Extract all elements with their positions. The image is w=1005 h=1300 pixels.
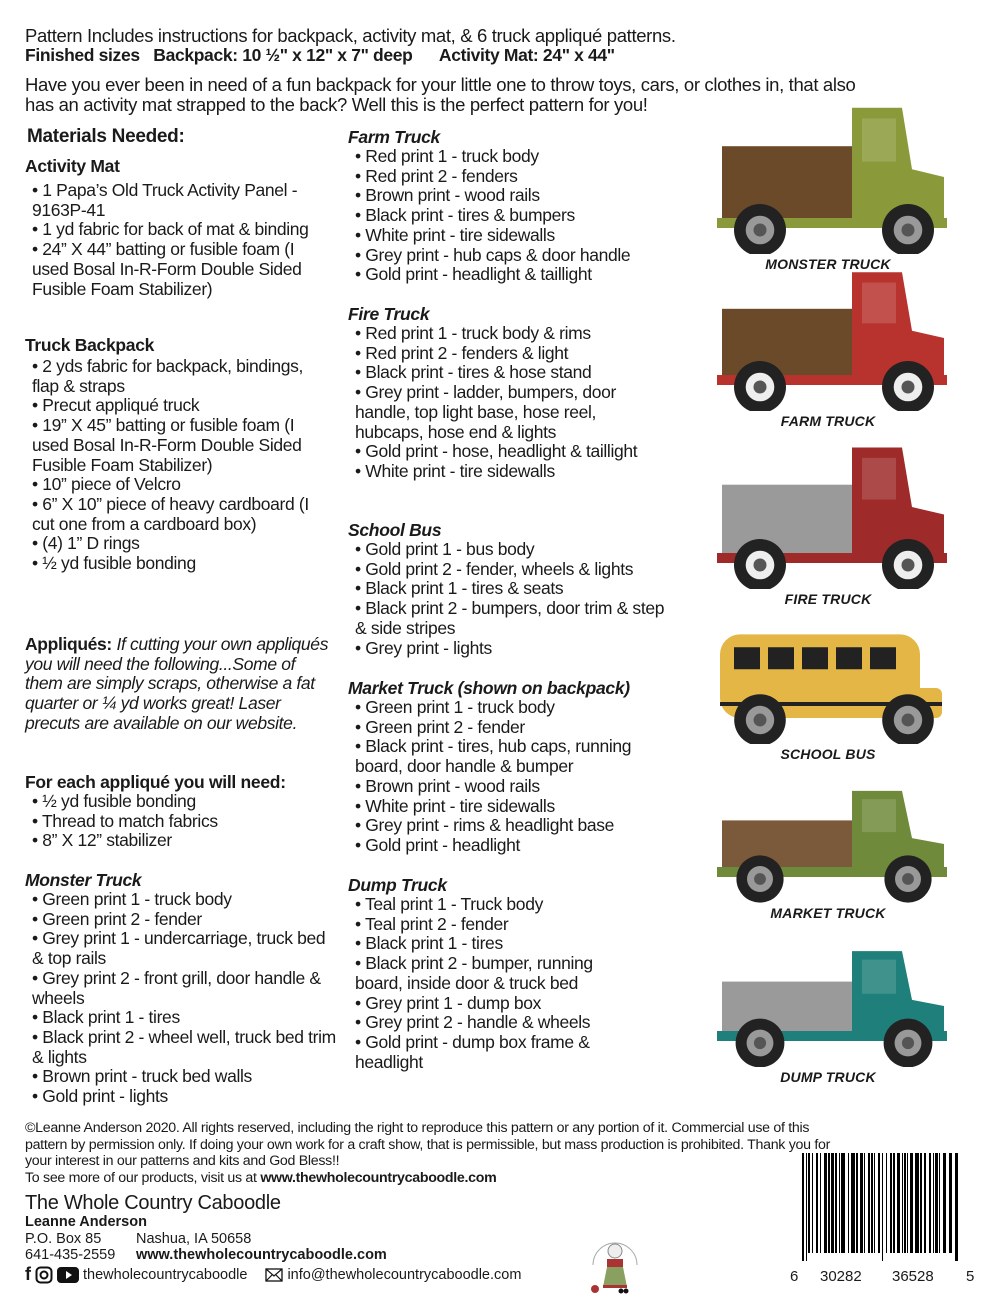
website-link[interactable]: www.thewholecountrycaboodle.com: [136, 1247, 387, 1263]
list-item: • Gold print - hose, headlight & taillight: [355, 441, 638, 462]
barcode-digit: 6: [790, 1268, 799, 1285]
list-item: • Green print 2 - fender: [32, 908, 202, 929]
section-title: Farm Truck: [348, 127, 440, 147]
list-item: • Black print 1 - tires: [32, 1007, 180, 1028]
list-item: • Grey print 2 - front grill, door handle & wheels: [32, 967, 321, 1008]
email-link[interactable]: info@thewholecountrycaboodle.com: [287, 1266, 522, 1283]
intro-line-2: has an activity mat strapped to the back? Well this is the perfect pattern for you!: [25, 94, 648, 115]
caboodle-logo: [585, 1225, 645, 1295]
list-item: • Gold print - headlight: [355, 834, 521, 855]
section-title: For each appliqué you will need:: [25, 772, 286, 792]
email-icon: [265, 1268, 283, 1282]
list-item: • Brown print - wood rails: [355, 775, 540, 796]
section-title: Truck Backpack: [25, 335, 155, 355]
city: Nashua, IA 50658: [136, 1231, 252, 1247]
list-item: • Grey print 1 - undercarriage, truck bed & top rails: [32, 928, 326, 969]
list-item: • Teal print 1 - Truck body: [355, 894, 543, 914]
materials-title: Materials Needed:: [27, 126, 185, 147]
list-item: • Thread to match fabrics: [32, 810, 218, 831]
fire-truck-section: [348, 304, 668, 482]
intro-line-1: Have you ever been in need of a fun backpack for your little one to throw toys, cars, or clothes in, that also: [25, 74, 856, 95]
list-item: • 10” piece of Velcro: [32, 474, 181, 495]
list-item: • Green print 2 - fender: [355, 716, 525, 737]
list-item: • Black print 1 - tires: [355, 933, 503, 954]
truck-label: FARM TRUCK: [780, 413, 876, 429]
barcode-digit: 5: [966, 1268, 975, 1285]
visit-link[interactable]: www.thewholecountrycaboodle.com: [260, 1169, 497, 1186]
section-title: Monster Truck: [25, 870, 142, 890]
list-item: • Grey print - lights: [355, 637, 492, 658]
list-item: • Black print 1 - tires & seats: [355, 578, 564, 599]
list-item: • Black print - tires & bumpers: [355, 205, 575, 226]
bullet-list: [25, 181, 325, 299]
bullet-list: [348, 147, 688, 285]
list-item: • White print - tire sidewalls: [355, 224, 555, 245]
company-name: The Whole Country Caboodle: [25, 1192, 281, 1214]
backpack-size: Backpack: 10 ½" x 12" x 7" deep: [153, 45, 413, 65]
bullet-list: [348, 324, 648, 482]
copyright-line: pattern by permission only. If doing your own work for a craft show, that is permissible, but mass production is prohibited. Thank you for: [25, 1136, 831, 1153]
list-item: • White print - tire sidewalls: [355, 460, 555, 481]
section-title: Appliqués:: [25, 634, 112, 654]
bullet-list: [348, 698, 670, 856]
list-item: • Red print 1 - truck body & rims: [355, 323, 591, 343]
market-truck-section: [348, 678, 678, 856]
farm-truck-section: [348, 127, 688, 285]
list-item: • Brown print - truck bed walls: [32, 1066, 252, 1087]
list-item: • 6” X 10” piece of heavy cardboard (I cut one from a cardboard box): [32, 493, 309, 534]
bullet-list: [25, 357, 325, 574]
list-item: • Gold print - lights: [32, 1086, 168, 1107]
phone: 641-435-2559: [25, 1247, 116, 1263]
list-item: • 19” X 45” batting or fusible foam (I used Bosal In-R-Form Double Sided Fusible Foam Stabilizer): [32, 415, 302, 475]
sizes-label: Finished sizes: [25, 45, 140, 65]
list-item: • Grey print 2 - handle & wheels: [355, 1012, 591, 1033]
barcode: [802, 1153, 962, 1261]
list-item: • Grey print - hub caps & door handle: [355, 244, 631, 265]
list-item: • 2 yds fabric for backpack, bindings, flap & straps: [32, 356, 304, 396]
mat-size: Activity Mat: 24" x 44": [438, 45, 615, 65]
list-item: • Grey print 1 - dump box: [355, 992, 542, 1013]
truck-illustration: [712, 945, 952, 1067]
section-title: School Bus: [348, 520, 442, 540]
school-bus-section: [348, 520, 678, 658]
each-applique-section: [25, 772, 345, 851]
bullet-list: [25, 792, 345, 851]
truck-illustration: [712, 615, 952, 744]
appliques-section: [25, 635, 335, 734]
list-item: • Grey print - ladder, bumpers, door handle, top light base, hose reel, hubcaps, hose end & lights: [355, 382, 617, 442]
section-title: Dump Truck: [348, 875, 447, 895]
bullet-list: [348, 540, 670, 658]
list-item: • 8” X 12” stabilizer: [32, 830, 172, 851]
visit-text: To see more of our products, visit us at: [25, 1169, 261, 1186]
instagram-icon[interactable]: [35, 1266, 53, 1284]
facebook-icon[interactable]: f: [25, 1264, 31, 1284]
dump-truck-section: [348, 875, 648, 1072]
truck-illustration: [712, 440, 952, 589]
copyright-line: ©Leanne Anderson 2020. All rights reserved, including the right to reproduce this pattern or any portion of it. Commercial use of this: [25, 1120, 810, 1136]
truck-label: MONSTER TRUCK: [765, 256, 891, 272]
list-item: • Black print - tires, hub caps, running board, door handle & bumper: [355, 736, 632, 777]
social-handle[interactable]: thewholecountrycaboodle: [83, 1266, 248, 1283]
list-item: • Precut appliqué truck: [32, 395, 200, 416]
copyright-line: your interest in our patterns and kits and God Bless!!: [25, 1153, 340, 1169]
bullet-list: [348, 895, 638, 1072]
backpack-section: [25, 335, 335, 574]
truck-label: FIRE TRUCK: [784, 591, 872, 607]
list-item: • Red print 1 - truck body: [355, 146, 539, 166]
list-item: • Black print 2 - bumpers, door trim & step & side stripes: [355, 598, 665, 638]
truck-illustration: [712, 265, 952, 411]
list-item: • Teal print 2 - fender: [355, 913, 509, 934]
list-item: • Gold print 2 - fender, wheels & lights: [355, 558, 634, 579]
pattern-includes: Pattern Includes instructions for backpack, activity mat, & 6 truck appliqué patterns.: [25, 25, 676, 46]
truck-label: DUMP TRUCK: [780, 1069, 876, 1085]
truck-illustration: [712, 100, 952, 254]
list-item: • White print - tire sidewalls: [355, 795, 555, 816]
section-title: Fire Truck: [348, 304, 430, 324]
bullet-list: [25, 890, 341, 1107]
section-title: Market Truck (shown on backpack): [348, 678, 630, 698]
copyright: [25, 1120, 830, 1186]
list-item: • Black print 2 - wheel well, truck bed trim & lights: [32, 1026, 336, 1067]
list-item: • Black print 2 - bumper, running board, inside door & truck bed: [355, 953, 593, 993]
barcode-digits: 36528: [892, 1268, 934, 1285]
list-item: • Green print 1 - truck body: [32, 889, 232, 909]
list-item: • (4) 1” D rings: [32, 533, 140, 554]
list-item: • 1 yd fabric for back of mat & binding: [32, 219, 309, 240]
youtube-icon[interactable]: [57, 1266, 79, 1284]
owner-name: Leanne Anderson: [25, 1214, 147, 1230]
truck-label: SCHOOL BUS: [780, 746, 876, 762]
list-item: • 1 Papa’s Old Truck Activity Panel - 9163P-41: [32, 180, 298, 220]
truck-illustration: [712, 785, 952, 903]
list-item: • Brown print - wood rails: [355, 185, 540, 206]
appliques-text: If cutting your own appliqués you will need the following...Some of them are simply scraps, otherwise a fat quarter or ¼ yd works great! Laser precuts are available on our website.: [25, 634, 329, 733]
po-box: P.O. Box 85: [25, 1231, 102, 1247]
section-title: Activity Mat: [25, 156, 120, 176]
list-item: • 24” X 44” batting or fusible foam (I used Bosal In-R-Form Double Sided Fusible Foam Stabilizer): [32, 239, 302, 299]
list-item: • Gold print 1 - bus body: [355, 539, 535, 559]
monster-truck-section: [25, 870, 343, 1107]
list-item: • ½ yd fusible bonding: [32, 553, 196, 574]
list-item: • Red print 2 - fenders: [355, 165, 518, 186]
list-item: • Gold print - dump box frame & headlight: [355, 1031, 590, 1072]
list-item: • Red print 2 - fenders & light: [355, 342, 569, 363]
list-item: • Grey print - rims & headlight base: [355, 815, 615, 836]
social-row: [25, 1264, 521, 1285]
list-item: • Green print 1 - truck body: [355, 697, 555, 717]
list-item: • Gold print - headlight & taillight: [355, 264, 592, 285]
activity-mat-section: [25, 156, 335, 299]
truck-label: MARKET TRUCK: [770, 905, 886, 921]
barcode-digits: 30282: [820, 1268, 862, 1285]
list-item: • Black print - tires & hose stand: [355, 362, 592, 383]
list-item: • ½ yd fusible bonding: [32, 791, 196, 811]
finished-sizes: [25, 46, 615, 66]
